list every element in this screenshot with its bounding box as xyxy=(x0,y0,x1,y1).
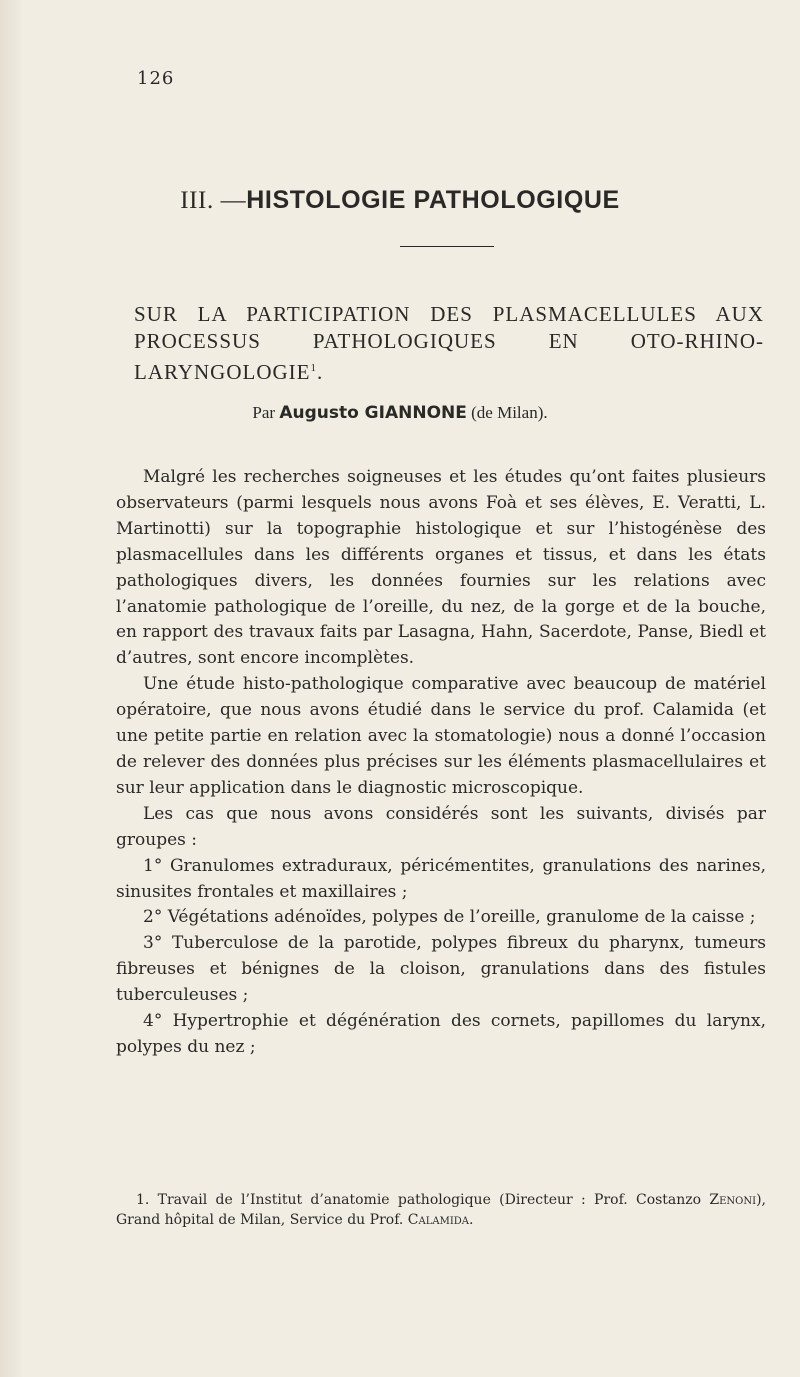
author-affiliation: (de Milan). xyxy=(471,403,548,422)
footnote-marker: 1 xyxy=(310,362,317,374)
list-item: 2° Végétations adénoïdes, polypes de l’oreille, granulome de la caisse ; xyxy=(143,907,756,928)
author-name: Augusto GIANNONE xyxy=(279,403,467,423)
list-item: 1° Granulomes extraduraux, péricémentites, granulations des narines, sinusites frontales et maxillaires ; xyxy=(116,855,766,902)
paragraph: Une étude histo-pathologique comparative avec beaucoup de matériel opératoire, que nous avons étudié dans le service du prof. Calamida (et une petite partie en relation avec la stomatologie) nous a donné l’occasion de relever des données plus précises sur les éléments plasmacellulaires et sur leur application dans le diagnostic microscopique. xyxy=(116,674,766,798)
paragraph: Les cas que nous avons considérés sont les suivants, divisés par groupes : xyxy=(116,803,766,850)
footnote-zenoni: Zenoni xyxy=(709,1192,757,1208)
body-text xyxy=(116,465,766,1061)
footnote-text-c: . xyxy=(469,1212,474,1228)
footnote-number: 1. xyxy=(136,1192,150,1208)
page-number: 126 xyxy=(137,68,175,89)
article-title xyxy=(134,301,764,386)
byline xyxy=(0,403,800,423)
paragraph: Malgré les recherches soigneuses et les études qu’ont faites plusieurs observateurs (parmi lesquels nous avons Foà et ses élèves, E. Veratti, L. Martinotti) sur la topographie histologique et sur l’histogénèse des plasmacellules dans les différents organes et tissus, et dans les états pathologiques divers, les données fournies sur les relations avec l’anatomie pathologique de l’oreille, du nez, de la gorge et de la bouche, en rapport des travaux faits par Lasagna, Hahn, Sacerdote, Panse, Biedl et d’autres, sont encore incomplètes. xyxy=(116,467,766,669)
section-heading xyxy=(0,186,800,215)
footnote-calamida: Calamida xyxy=(407,1212,470,1228)
section-title: HISTOLOGIE PATHOLOGIQUE xyxy=(246,186,620,214)
divider-rule xyxy=(400,246,494,247)
list-item: 3° Tuberculose de la parotide, polypes fibreux du pharynx, tumeurs fibreuses et bénignes de la cloison, granulations dans des fistules tuberculeuses ; xyxy=(116,933,766,1006)
byline-prefix: Par xyxy=(252,403,276,422)
list-item: 4° Hypertrophie et dégénération des cornets, papillomes du larynx, polypes du nez ; xyxy=(116,1011,766,1057)
article-title-text: SUR LA PARTICIPATION DES PLASMACELLULES AUX PROCESSUS PATHOLOGIQUES EN OTO-RHINO-LARYNGOLOGIE xyxy=(134,302,764,384)
footnote-text-a: Travail de l’Institut d’anatomie pathologique (Directeur : Prof. Costanzo xyxy=(157,1192,702,1208)
section-roman-numeral: III. — xyxy=(180,187,247,214)
footnote xyxy=(116,1190,766,1230)
footnote-text-b: ), Grand hôpital de Milan, Service du Prof. xyxy=(116,1192,767,1228)
article-title-end: . xyxy=(316,360,324,384)
